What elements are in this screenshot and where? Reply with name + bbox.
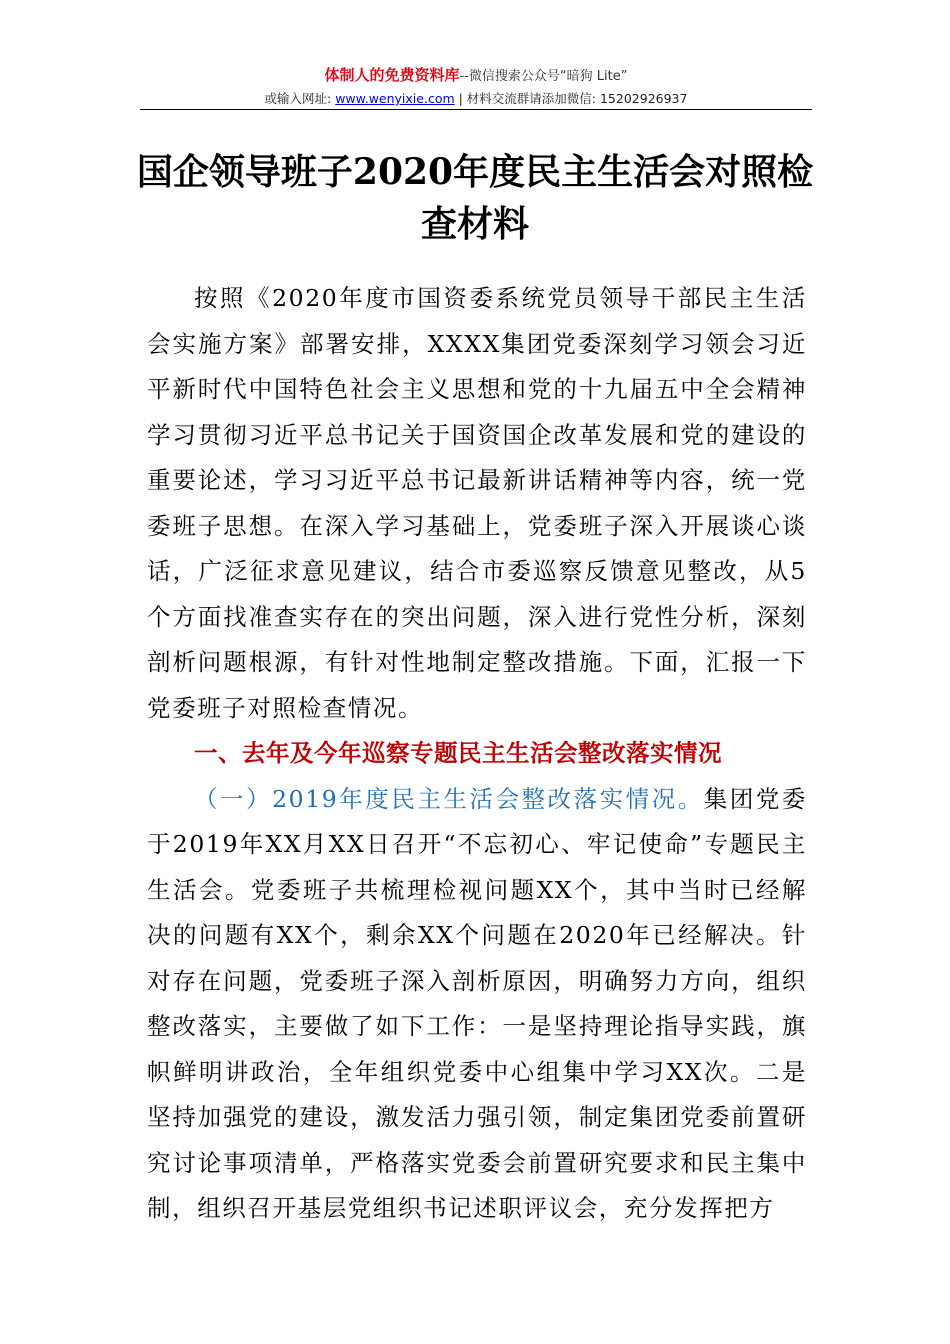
page-header bbox=[140, 64, 812, 110]
header-divider bbox=[140, 109, 812, 110]
header-contact: | 材料交流群请添加微信: 15202926937 bbox=[454, 91, 688, 106]
header-url-prefix: 或输入网址: bbox=[264, 91, 336, 106]
subsection-1-paragraph bbox=[147, 777, 807, 1232]
header-url-link[interactable]: www.wenyixie.com bbox=[335, 91, 455, 106]
header-tagline: --微信搜索公众号“暗狗 Lite” bbox=[459, 69, 628, 84]
document-title: 国企领导班子2020年度民主生活会对照检查材料 bbox=[136, 151, 814, 245]
header-line-1 bbox=[140, 64, 812, 88]
intro-paragraph: 按照《2020年度市国资委系统党员领导干部民主生活会实施方案》部署安排，XXXX集团党委深刻学习领会习近平新时代中国特色社会主义思想和党的十九届五中全会精神学习贯彻习近平总书记关于国资国企改革发展和党的建设的重要论述，学习习近平总书记最新讲话精神等内容，统一党委班子思想。在深入学习基础上，党委班子深入开展谈心谈话，广泛征求意见建议，结合市委巡察反馈意见整改，从5个方面找准查实存在的突出问题，深入进行党性分析，深刻剖析问题根源，有针对性地制定整改措施。下面，汇报一下党委班子对照检查情况。 bbox=[147, 284, 807, 722]
header-line-2 bbox=[140, 88, 812, 110]
header-brand: 体制人的免费资料库 bbox=[324, 66, 460, 84]
section-1-heading: 一、去年及今年巡察专题民主生活会整改落实情况 bbox=[194, 739, 722, 767]
subsection-1-heading: （一）2019年度民主生活会整改落实情况。 bbox=[194, 784, 704, 813]
subsection-1-body: 集团党委于2019年XX月XX日召开“不忘初心、牢记使命”专题民主生活会。党委班子共梳理检视问题XX个，其中当时已经解决的问题有XX个，剩余XX个问题在2020年已经解决。针对存在问题，党委班子深入剖析原因，明确努力方向，组织整改落实，主要做了如下工作：一是坚持理论指导实践，旗帜鲜明讲政治，全年组织党委中心组集中学习XX次。二是坚持加强党的建设，激发活力强引领，制定集团党委前置研究讨论事项清单，严格落实党委会前置研究要求和民主集中制，组织召开基层党组织书记述职评议会，充分发挥把方 bbox=[147, 784, 807, 1222]
document-body bbox=[147, 276, 807, 1232]
